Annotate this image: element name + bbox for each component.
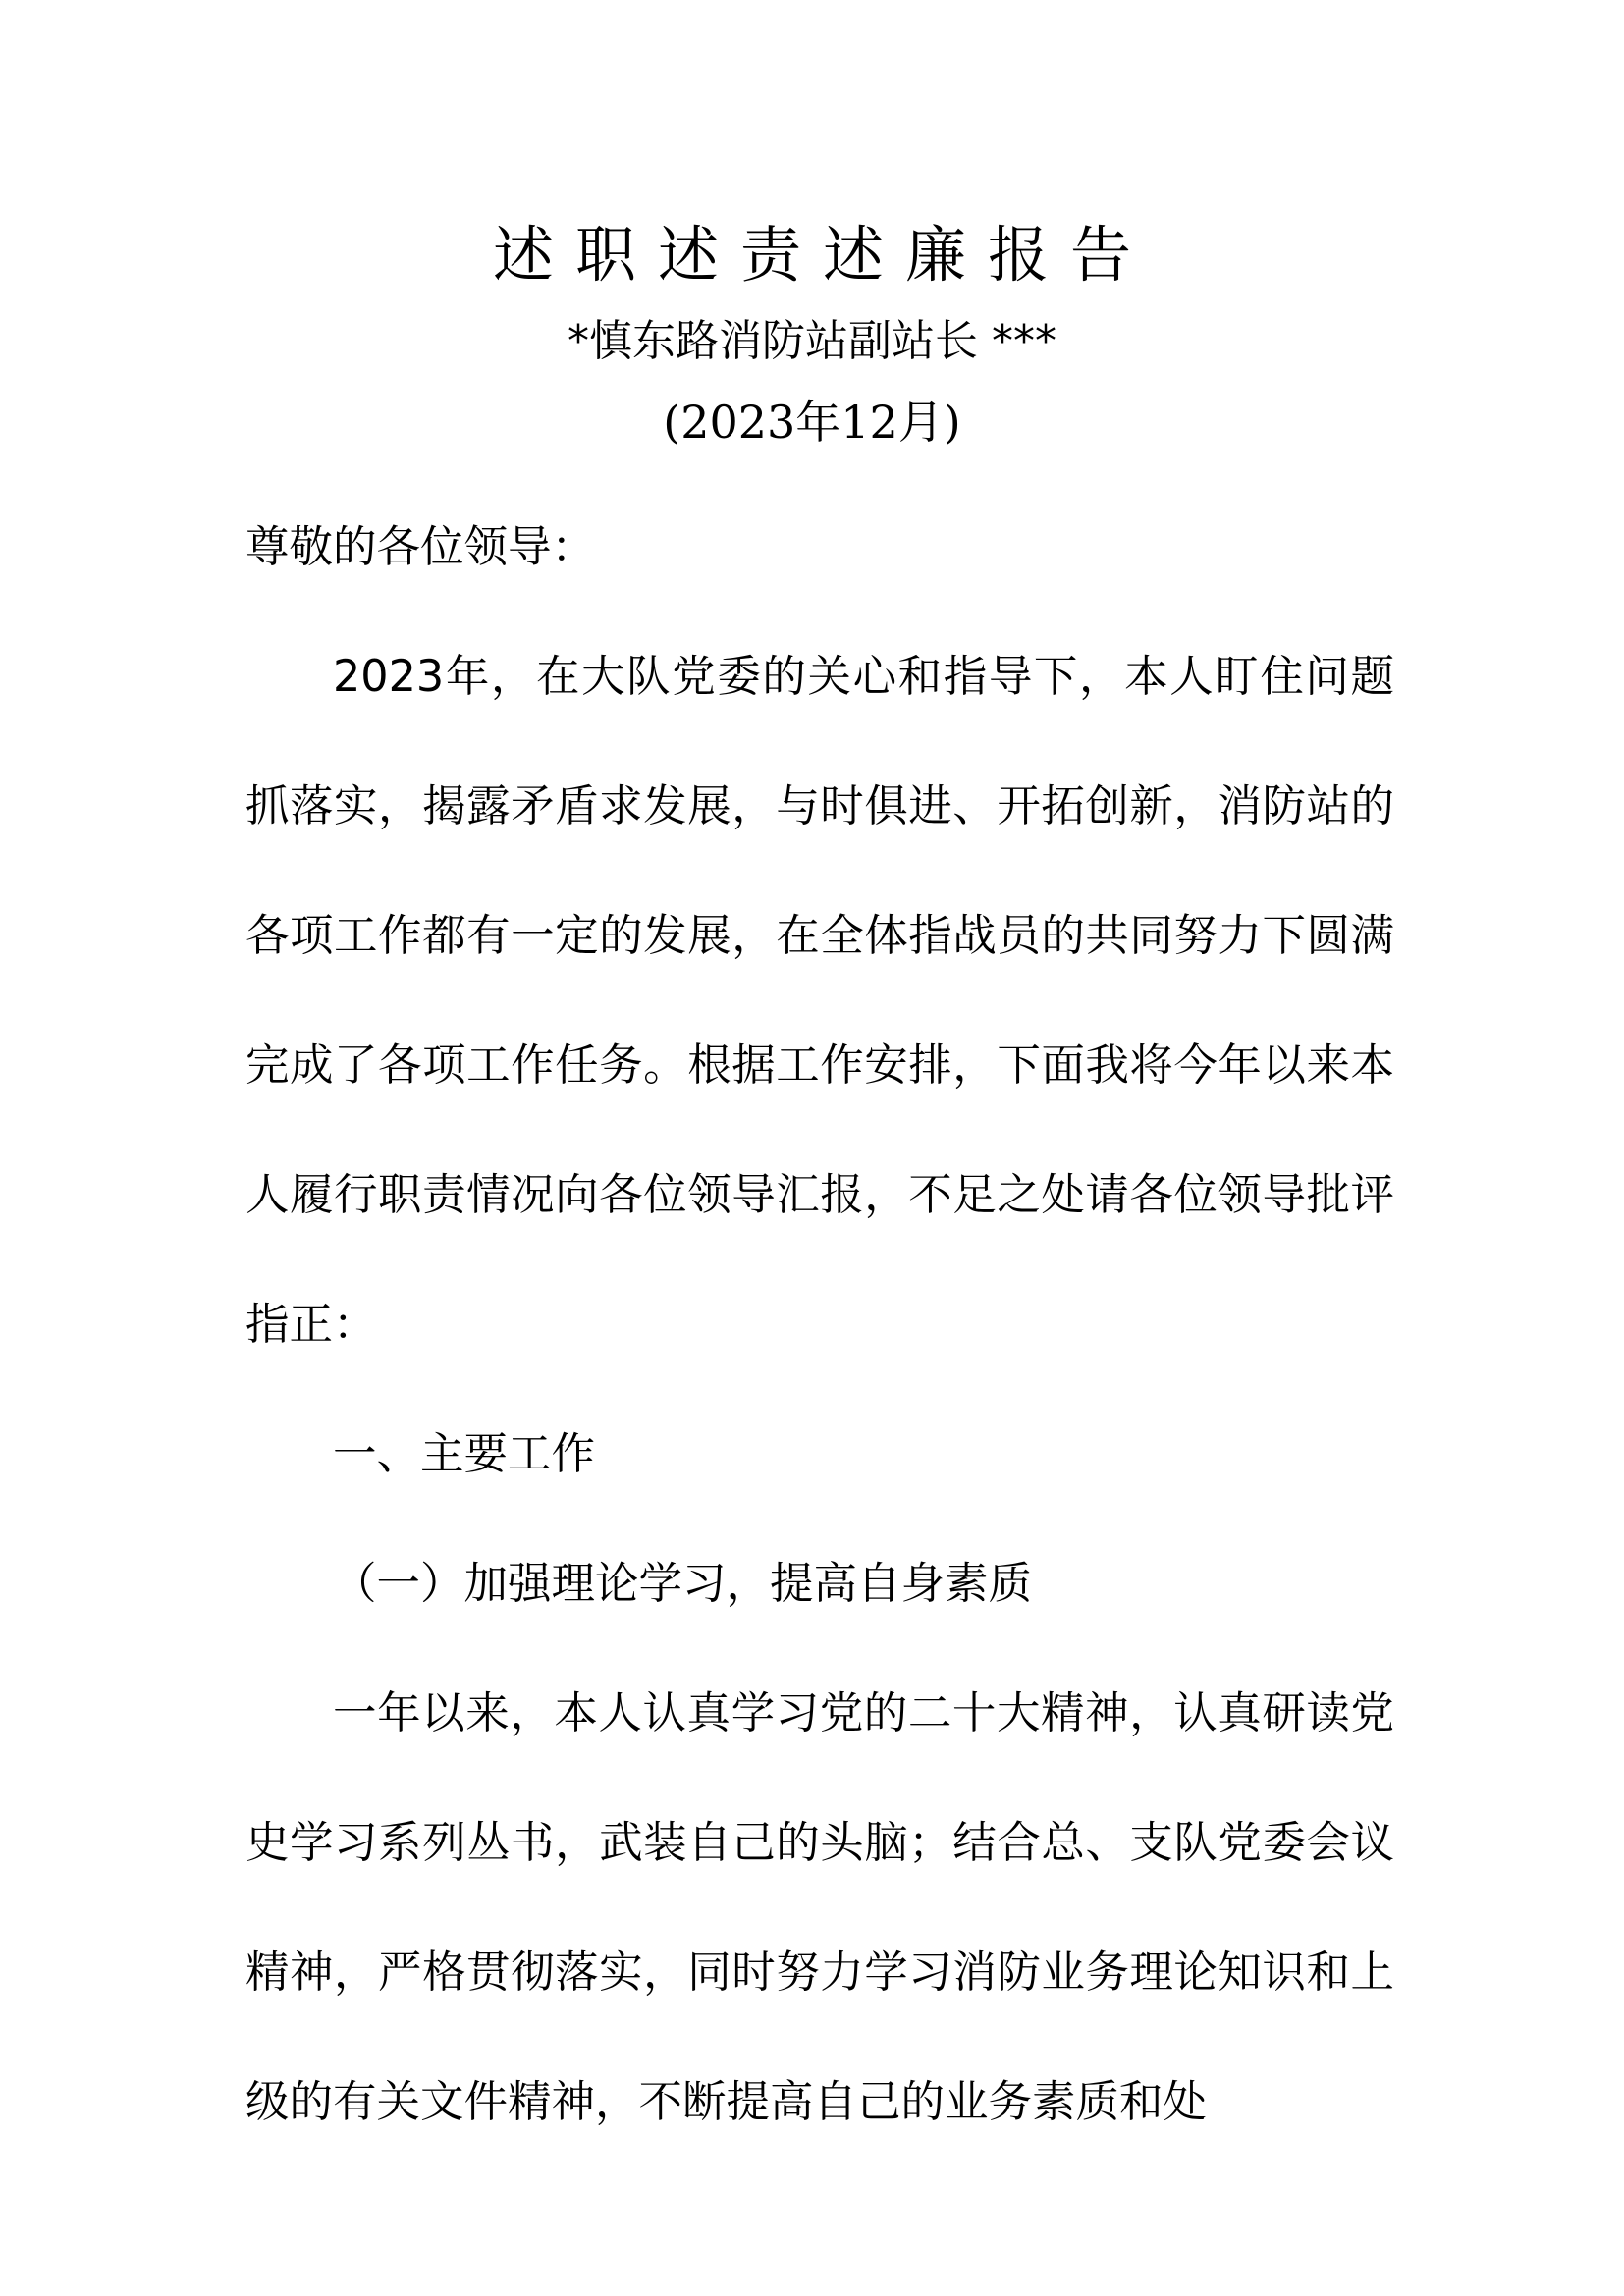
document-subtitle: *慎东路消防站副站长 *** — [568, 316, 1056, 366]
subsection-heading: （一）加强理论学习，提高自身素质 — [333, 1559, 1033, 1609]
document-body — [245, 483, 1394, 2167]
salutation: 尊敬的各位领导： — [245, 522, 596, 572]
document-title: 述职述责述廉报告 — [492, 219, 1153, 291]
document-date: (2023年12月) — [663, 396, 961, 449]
body-paragraph-intro: 2023年，在大队党委的关心和指导下，本人盯住问题抓落实，揭露矛盾求发展，与时俱进、开拓创新，消防站的各项工作都有一定的发展，在全体指战员的共同努力下圆满完成了各项工作任务。根据工作安排，下面我将今年以来本人履行职责情况向各位领导汇报，不足之处请各位领导批评指正： — [245, 652, 1394, 1350]
body-paragraph-study: 一年以来，本人认真学习党的二十大精神，认真研读党史学习系列丛书，武装自己的头脑；结合总、支队党委会议精神，严格贯彻落实，同时努力学习消防业务理论知识和上级的有关文件精神，不断提高自己的业务素质和处 — [245, 1688, 1394, 2127]
section-heading: 一、主要工作 — [333, 1429, 596, 1479]
